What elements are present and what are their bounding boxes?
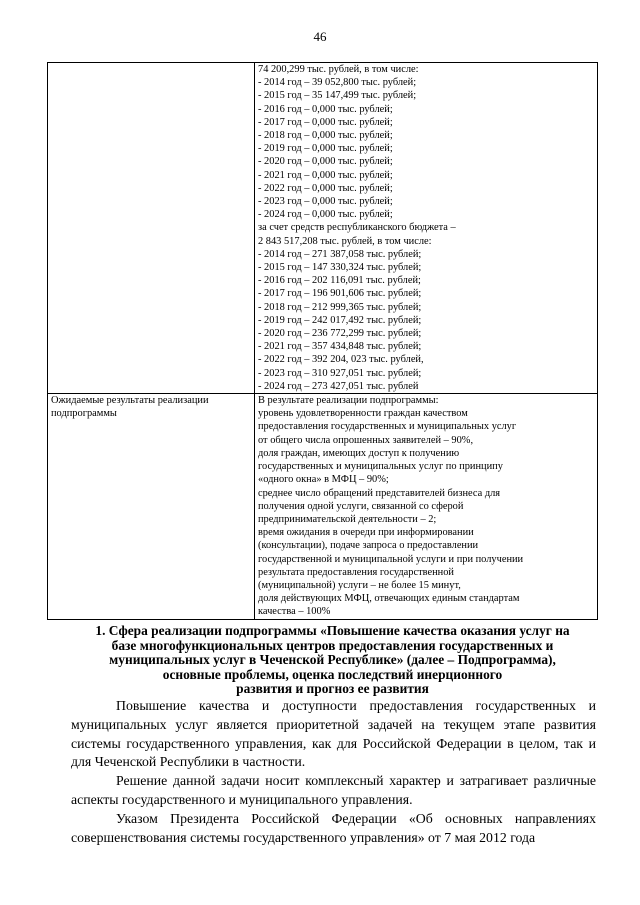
section-title-line: муниципальных услуг в Чеченской Республике» (далее – Подпрограмма), [109, 652, 556, 668]
funding-line: - 2018 год – 212 999,365 тыс. рублей; [258, 301, 422, 313]
expected-result-line: государственных и муниципальных услуг по принципу [258, 461, 503, 473]
section-title-line: основные проблемы, оценка последствий инерционного [162, 666, 503, 682]
paragraph-text: Решение данной задачи носит комплексный характер и затрагивает различные аспекты государственного и муниципального управления. [71, 773, 596, 807]
funding-line: - 2016 год – 202 116,091 тыс. рублей; [258, 275, 421, 287]
funding-line: - 2014 год – 271 387,058 тыс. рублей; [258, 248, 422, 260]
funding-line: за счет средств республиканского бюджета – [258, 222, 456, 234]
funding-line: - 2014 год – 39 052,800 тыс. рублей; [258, 77, 417, 89]
expected-result-line: среднее число обращений представителей бизнеса для [258, 487, 501, 499]
expected-result-line: результата предоставления государственной [258, 566, 454, 578]
funding-line: - 2024 год – 0,000 тыс. рублей; [258, 209, 393, 221]
funding-line: - 2020 год – 236 772,299 тыс. рублей; [258, 328, 422, 340]
paragraph-text: Указом Президента Российской Федерации «Об основных направлениях совершенствования системы государственного управления» от 7 мая 2012 года [71, 811, 596, 845]
expected-result-line: В результате реализации подпрограммы: [258, 395, 439, 407]
funding-line: - 2023 год – 310 927,051 тыс. рублей; [258, 367, 422, 379]
table-row-expected-results [48, 394, 598, 619]
expected-results-label-2: подпрограммы [51, 408, 117, 420]
expected-results-label: Ожидаемые результаты реализации [51, 395, 209, 407]
expected-result-line: (муниципальной) услуги – не более 15 минут, [258, 579, 461, 591]
expected-result-line: от общего числа опрошенных заявителей – 90%, [258, 434, 474, 446]
expected-results-value-cell [255, 394, 598, 619]
expected-result-line: получения одной услуги, связанной со сферой [258, 500, 464, 512]
expected-result-line: качества – 100% [258, 606, 331, 618]
expected-result-line: государственной и муниципальной услуги и при получении [258, 553, 524, 565]
paragraph-text: Повышение качества и доступности предоставления государственных и муниципальных услуг является приоритетной задачей на текущем этапе развития системы государственного управления, как для Российской Федерации в целом, так и для Чеченской Республики в частности. [71, 698, 596, 770]
funding-line: - 2015 год – 147 330,324 тыс. рублей; [258, 262, 422, 274]
funding-line: - 2021 год – 0,000 тыс. рублей; [258, 169, 393, 181]
funding-line: - 2017 год – 196 901,606 тыс. рублей; [258, 288, 422, 300]
paragraph-3 [71, 810, 596, 848]
funding-line: - 2024 год – 273 427,051 тыс. рублей [258, 380, 419, 392]
subprogram-passport-table [47, 62, 598, 620]
table-row-funding [48, 63, 598, 394]
expected-result-line: доля граждан, имеющих доступ к получению [258, 447, 460, 459]
paragraph-1 [71, 697, 596, 772]
paragraph-2 [71, 772, 596, 810]
funding-line: - 2021 год – 357 434,848 тыс. рублей; [258, 341, 422, 353]
funding-line: - 2018 год – 0,000 тыс. рублей; [258, 130, 393, 142]
funding-line: - 2015 год – 35 147,499 тыс. рублей; [258, 90, 417, 102]
expected-result-line: доля действующих МФЦ, отвечающих единым стандартам [258, 593, 520, 605]
funding-line: - 2017 год – 0,000 тыс. рублей; [258, 116, 393, 128]
funding-line: - 2019 год – 242 017,492 тыс. рублей; [258, 314, 422, 326]
funding-line: - 2019 год – 0,000 тыс. рублей; [258, 143, 393, 155]
funding-label-cell [48, 63, 255, 394]
funding-value-cell [255, 63, 598, 394]
funding-line: 74 200,299 тыс. рублей, в том числе: [258, 64, 419, 75]
funding-line: - 2023 год – 0,000 тыс. рублей; [258, 196, 393, 208]
page-number: 46 [313, 29, 327, 44]
funding-line: 2 843 517,208 тыс. рублей, в том числе: [258, 235, 432, 247]
funding-line: - 2022 год – 392 204, 023 тыс. рублей, [258, 354, 424, 366]
expected-results-label-cell [48, 394, 255, 619]
funding-line: - 2022 год – 0,000 тыс. рублей; [258, 182, 393, 194]
expected-result-line: «одного окна» в МФЦ – 90%; [258, 474, 389, 486]
expected-result-line: уровень удовлетворенности граждан качеством [258, 408, 468, 420]
expected-result-line: (консультации), подаче запроса о предоставлении [258, 540, 479, 552]
section-title-line: базе многофункциональных центров предоставления государственных и [111, 637, 554, 653]
expected-result-line: предпринимательской деятельности – 2; [258, 513, 437, 525]
expected-result-line: предоставления государственных и муниципальных услуг [258, 421, 517, 433]
expected-result-line: время ожидания в очереди при информировании [258, 527, 474, 539]
funding-line: - 2020 год – 0,000 тыс. рублей; [258, 156, 393, 168]
section-title-line: развития и прогноз ее развития [236, 681, 429, 697]
section-title-line: 1. Сфера реализации подпрограммы «Повышение качества оказания услуг на [95, 623, 570, 638]
funding-line: - 2016 год – 0,000 тыс. рублей; [258, 103, 393, 115]
section-title [70, 624, 595, 697]
